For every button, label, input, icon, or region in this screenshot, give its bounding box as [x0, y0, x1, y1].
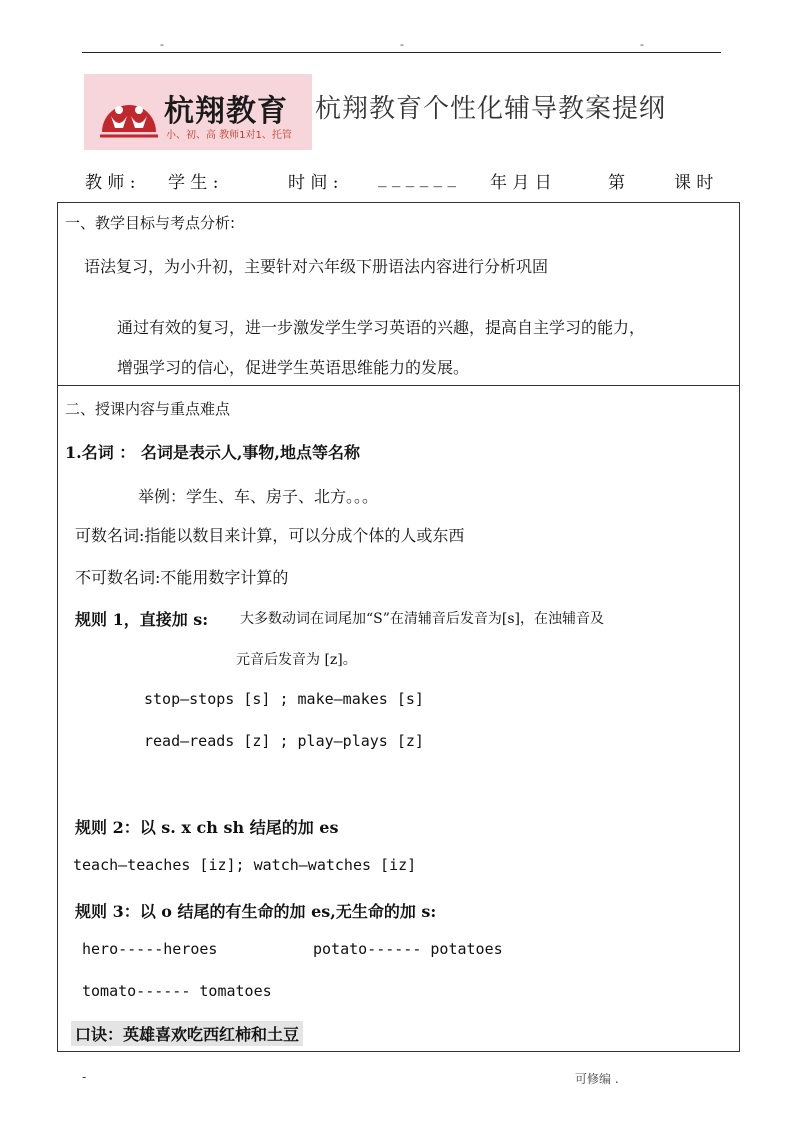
teacher-label: 教 师 : [85, 173, 136, 193]
page-title: 杭翔教育个性化辅导教案提纲 [315, 94, 667, 124]
rule3-example-tomato: tomato------ tomatoes [82, 982, 272, 1000]
time-label: 时 间 : [288, 173, 339, 193]
header-mark-center: - [400, 38, 404, 51]
date-label: 年 月 日 [490, 173, 552, 193]
lesson-number-label: 第 [608, 173, 625, 193]
section1-heading: 一、教学目标与考点分析: [65, 214, 236, 232]
rule3-example-hero: hero-----heroes [82, 940, 218, 958]
header-mark-left: - [160, 38, 164, 51]
rule1-text: 大多数动词在词尾加“S”在清辅音后发音为[s]，在浊辅音及 [240, 611, 605, 627]
logo-name: 杭翔教育 [164, 94, 288, 129]
countable-noun-definition: 可数名词:指能以数目来计算，可以分成个体的人或东西 [75, 526, 465, 545]
section1-aim-line1: 通过有效的复习，进一步激发学生学习英语的兴趣，提高自主学习的能力， [117, 318, 646, 337]
header-rule [82, 52, 721, 53]
logo-tagline: 小、初、高 教师1对1、托管 [166, 130, 292, 141]
rule2-label: 规则 2：以 s. x ch sh 结尾的加 es [75, 818, 339, 837]
section1-goal: 语法复习，为小升初，主要针对六年级下册语法内容进行分析巩固 [84, 257, 549, 276]
mnemonic-tip: 口诀：英雄喜欢吃西红柿和土豆 [71, 1021, 303, 1046]
footer-mark: - [82, 1070, 87, 1084]
uncountable-noun-definition: 不可数名词:不能用数字计算的 [75, 568, 289, 587]
date-blank: _ _ _ _ _ _ [378, 168, 457, 188]
rule3-example-potato: potato------ potatoes [313, 940, 503, 958]
section-divider [57, 385, 740, 386]
section1-aim-line2: 增强学习的信心，促进学生英语思维能力的发展。 [117, 358, 470, 377]
rule1-text-continued: 元音后发音为 [z]。 [236, 652, 357, 668]
footer-note: 可修编 . [575, 1072, 619, 1086]
rule1-label: 规则 1，直接加 s: [75, 610, 209, 629]
noun-examples: 举例：学生、车、房子、北方。。。 [138, 487, 379, 506]
rule2-example: teach—teaches [iz]; watch—watches [iz] [73, 856, 417, 874]
header-mark-right: - [640, 38, 644, 51]
lesson-hours-label: 课 时 [674, 173, 714, 193]
rule1-example-1: stop—stops [s] ; make—makes [s] [144, 690, 424, 708]
student-label: 学 生 : [168, 173, 219, 193]
rule3-label: 规则 3：以 o 结尾的有生命的加 es,无生命的加 s: [75, 902, 437, 921]
noun-definition: 1.名词 ： 名词是表示人,事物,地点等名称 [65, 443, 360, 462]
rule1-example-2: read—reads [z] ; play—plays [z] [144, 732, 424, 750]
section2-heading: 二、授课内容与重点难点 [65, 400, 231, 418]
logo-icon [98, 86, 160, 144]
